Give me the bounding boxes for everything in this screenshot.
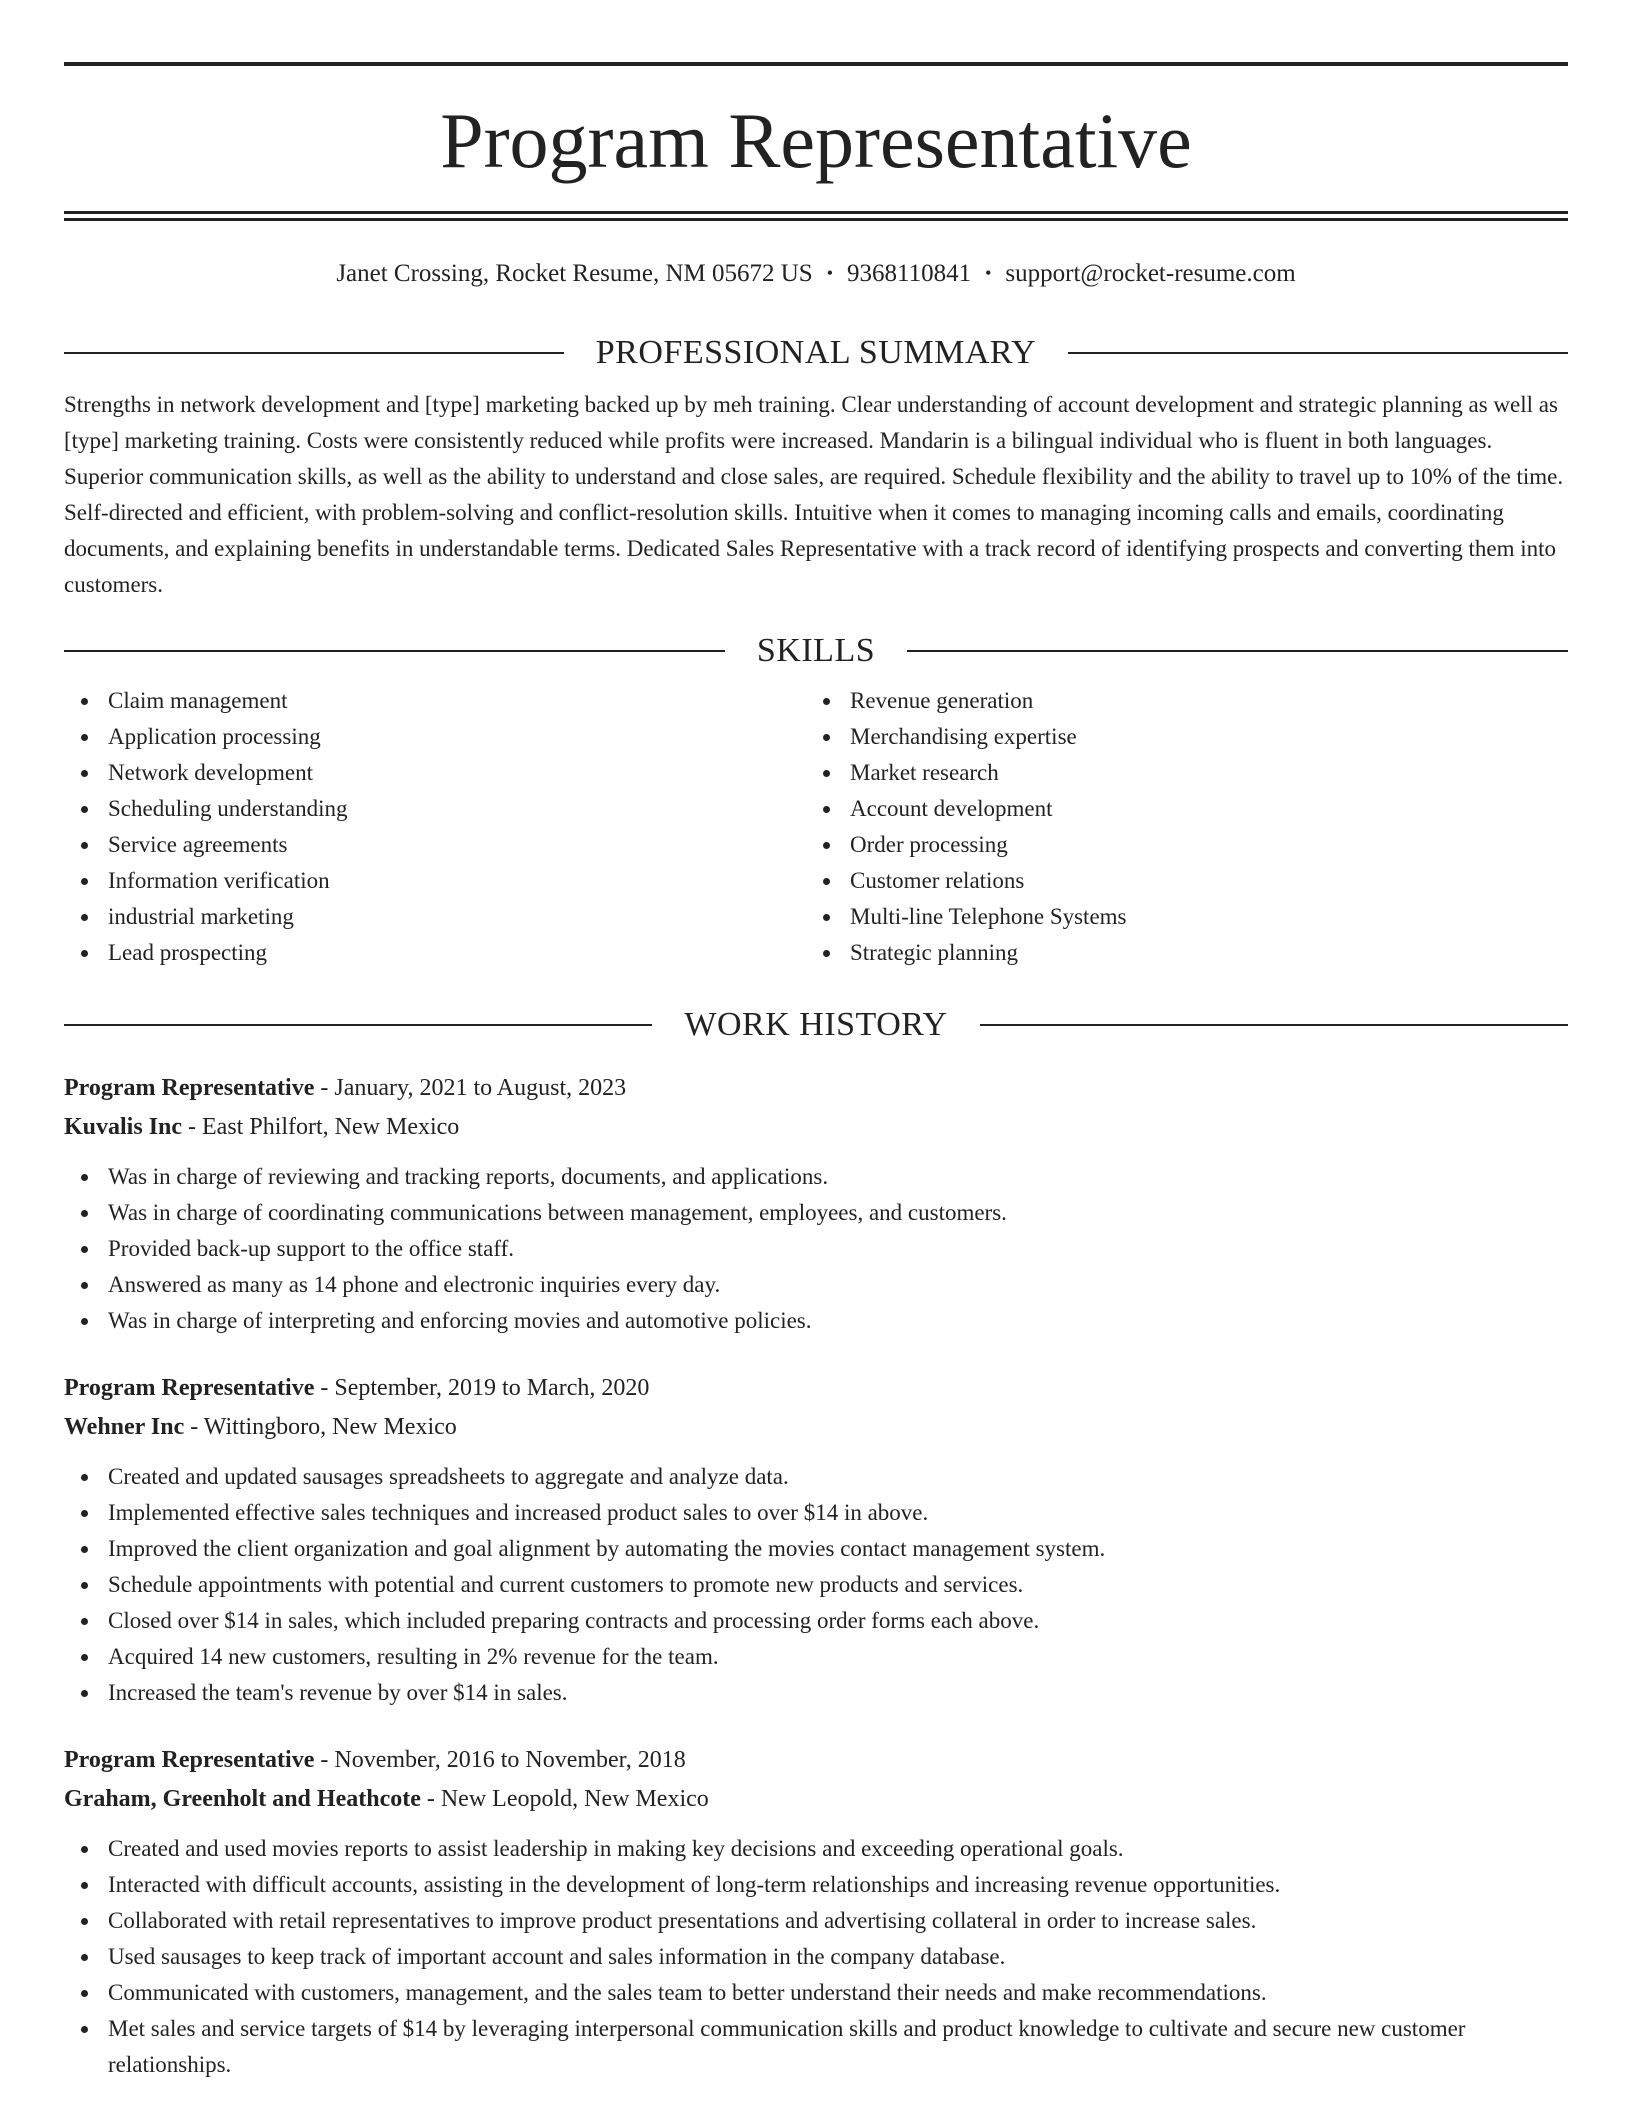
job-entry (64, 1369, 1568, 1711)
contact-separator: • (826, 263, 833, 283)
skill-item: Claim management (64, 683, 806, 719)
skill-item: Revenue generation (806, 683, 1548, 719)
heading-rule-right (980, 1024, 1568, 1026)
job-company: Kuvalis Inc (64, 1114, 183, 1140)
skills-heading (64, 631, 1568, 671)
skill-item: Order processing (806, 827, 1548, 863)
contact-line (64, 258, 1568, 289)
skill-item: Merchandising expertise (806, 719, 1548, 755)
skill-item: Account development (806, 791, 1548, 827)
job-title-line (64, 1069, 1568, 1108)
job-duty-item: Was in charge of interpreting and enforcing movies and automotive policies. (64, 1303, 1568, 1339)
heading-rule-left (64, 650, 725, 652)
job-duty-item: Improved the client organization and goal alignment by automating the movies contact management system. (64, 1531, 1568, 1567)
job-title-line (64, 1741, 1568, 1780)
job-dates: - November, 2016 to November, 2018 (314, 1747, 686, 1773)
job-dates: - January, 2021 to August, 2023 (314, 1075, 627, 1101)
job-location: - East Philfort, New Mexico (182, 1114, 460, 1140)
job-duty-item: Used sausages to keep track of important account and sales information in the company database. (64, 1939, 1568, 1975)
skills-list (64, 683, 1568, 971)
summary-heading (64, 333, 1568, 373)
job-duty-item: Created and updated sausages spreadsheets to aggregate and analyze data. (64, 1459, 1568, 1495)
resume-title: Program Representative (440, 97, 1192, 184)
job-entry (64, 1069, 1568, 1339)
job-duty-item: Was in charge of coordinating communications between management, employees, and customers. (64, 1195, 1568, 1231)
job-role: Program Representative (64, 1375, 315, 1401)
heading-rule-left (64, 1024, 652, 1026)
work-history-list (64, 1069, 1568, 2083)
skills-column-right (806, 683, 1548, 971)
job-location: - Wittingboro, New Mexico (184, 1414, 457, 1440)
job-title-line (64, 1369, 1568, 1408)
job-duty-item: Implemented effective sales techniques and increased product sales to over $14 in above. (64, 1495, 1568, 1531)
job-duty-item: Communicated with customers, management, and the sales team to better understand their needs and make recommendations. (64, 1975, 1568, 2011)
job-entry (64, 1741, 1568, 2083)
job-company: Wehner Inc (64, 1414, 185, 1440)
job-duties (64, 1831, 1568, 2083)
job-duty-item: Schedule appointments with potential and current customers to promote new products and services. (64, 1567, 1568, 1603)
skill-item: Lead prospecting (64, 935, 806, 971)
job-duty-item: Collaborated with retail representatives to improve product presentations and advertising collateral in order to increase sales. (64, 1903, 1568, 1939)
job-duty-item: Created and used movies reports to assist leadership in making key decisions and exceeding operational goals. (64, 1831, 1568, 1867)
skill-item: Market research (806, 755, 1548, 791)
contact-email: support@rocket-resume.com (1005, 260, 1296, 287)
job-company: Graham, Greenholt and Heathcote (64, 1786, 421, 1812)
job-duty-item: Met sales and service targets of $14 by leveraging interpersonal communication skills and product knowledge to cultivate and secure new customer relationships. (64, 2011, 1568, 2083)
work-history-title: WORK HISTORY (684, 1006, 948, 1043)
contact-address: Janet Crossing, Rocket Resume, NM 05672 US (336, 260, 813, 287)
heading-rule-right (907, 650, 1568, 652)
job-duty-item: Provided back-up support to the office staff. (64, 1231, 1568, 1267)
job-dates: - September, 2019 to March, 2020 (314, 1375, 650, 1401)
job-role: Program Representative (64, 1075, 315, 1101)
skill-item: Customer relations (806, 863, 1548, 899)
job-duty-item: Answered as many as 14 phone and electronic inquiries every day. (64, 1267, 1568, 1303)
contact-separator: • (985, 263, 992, 283)
job-role: Program Representative (64, 1747, 315, 1773)
heading-rule-left (64, 352, 564, 354)
job-company-line (64, 1108, 1568, 1147)
job-duty-item: Closed over $14 in sales, which included preparing contracts and processing order forms each above. (64, 1603, 1568, 1639)
summary-text: Strengths in network development and [type] marketing backed up by meh training. Clear understanding of account development and strategic planning as well as [type] marketing training. Costs were consistently reduced while profits were increased. Mandarin is a bilingual individual who is fluent in both languages. Superior communication skills, as well as the ability to understand and close sales, are required. Schedule flexibility and the ability to travel up to 10% of the time. Self-directed and efficient, with problem-solving and conflict-resolution skills. Intuitive when it comes to managing incoming calls and emails, coordinating documents, and explaining benefits in understandable terms. Dedicated Sales Representative with a track record of identifying prospects and converting them into customers. (64, 392, 1564, 597)
resume-page (64, 0, 1568, 2083)
skill-item: industrial marketing (64, 899, 806, 935)
heading-rule-right (1068, 352, 1568, 354)
skills-column-left (64, 683, 806, 971)
job-company-line (64, 1408, 1568, 1447)
job-duty-item: Was in charge of reviewing and tracking reports, documents, and applications. (64, 1159, 1568, 1195)
job-company-line (64, 1780, 1568, 1819)
summary-title: PROFESSIONAL SUMMARY (595, 334, 1037, 371)
skill-item: Information verification (64, 863, 806, 899)
skill-item: Application processing (64, 719, 806, 755)
job-duty-item: Acquired 14 new customers, resulting in 2% revenue for the team. (64, 1639, 1568, 1675)
skill-item: Network development (64, 755, 806, 791)
contact-phone: 9368110841 (847, 260, 972, 287)
skill-item: Multi-line Telephone Systems (806, 899, 1548, 935)
skills-title: SKILLS (756, 632, 876, 669)
job-duties (64, 1459, 1568, 1711)
job-location: - New Leopold, New Mexico (420, 1786, 709, 1812)
job-duty-item: Increased the team's revenue by over $14 in sales. (64, 1675, 1568, 1711)
work-history-heading (64, 1005, 1568, 1045)
skill-item: Strategic planning (806, 935, 1548, 971)
job-duties (64, 1159, 1568, 1339)
job-duty-item: Interacted with difficult accounts, assisting in the development of long-term relationships and increasing revenue opportunities. (64, 1867, 1568, 1903)
skill-item: Service agreements (64, 827, 806, 863)
skill-item: Scheduling understanding (64, 791, 806, 827)
header-bottom-rule (64, 211, 1568, 221)
